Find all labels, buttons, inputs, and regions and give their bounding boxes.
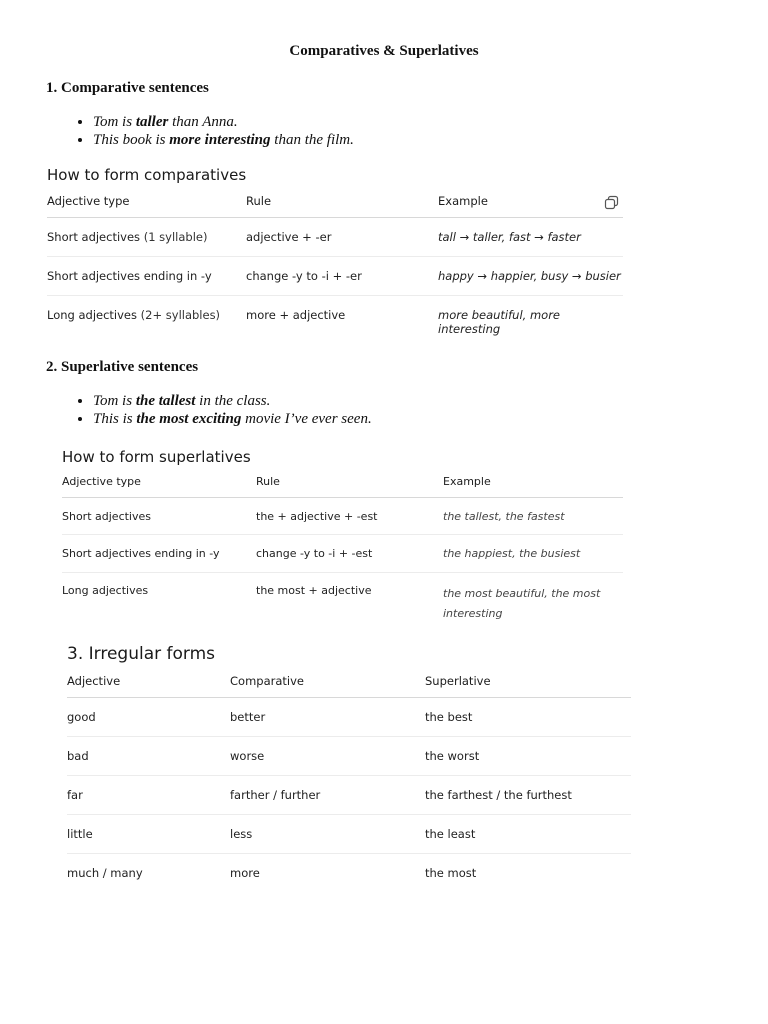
- rule: the + adjective + -est: [256, 497, 443, 534]
- adjective-type: Short adjectives ending in -y: [47, 256, 246, 295]
- rule: adjective + -er: [246, 217, 438, 256]
- superlative: the most: [425, 865, 477, 880]
- table-row: [67, 697, 631, 736]
- document-title: Comparatives & Superlatives: [289, 43, 479, 59]
- comparative-examples-list: [46, 113, 354, 149]
- copy-icon[interactable]: [604, 195, 620, 211]
- example: the happiest, the busiest: [443, 534, 623, 572]
- adjective: much / many: [67, 865, 143, 880]
- rule: the most + adjective: [256, 583, 372, 597]
- adjective-type: Long adjectives: [47, 307, 138, 322]
- irregular-forms-heading: 3. Irregular forms: [67, 644, 215, 664]
- superlatives-table: [62, 475, 623, 624]
- table-row: [67, 814, 631, 853]
- adjective-type: Long adjectives: [62, 583, 149, 597]
- example: the tallest, the fastest: [443, 497, 623, 534]
- adjective-type: Short adjectives ending in -y: [62, 534, 256, 572]
- table-row: [67, 775, 631, 814]
- adjective: bad: [67, 736, 230, 775]
- column-header: Superlative: [425, 674, 631, 697]
- example: the most beautiful, the most interesting: [443, 586, 601, 620]
- adjective: good: [67, 697, 230, 736]
- example: more beautiful, more interesting: [438, 307, 560, 336]
- comparatives-table: [47, 194, 623, 336]
- rule: change -y to -i + -er: [246, 256, 438, 295]
- superlatives-table-title: How to form superlatives: [62, 448, 251, 466]
- adjective: far: [67, 775, 230, 814]
- rule: change -y to -i + -est: [256, 534, 443, 572]
- adjective-type: Short adjectives: [62, 497, 256, 534]
- column-header: Rule: [246, 194, 438, 217]
- list-item: • Tom is the tallest in the class.: [93, 392, 372, 410]
- irregular-table-block: [67, 644, 631, 892]
- table-row: [67, 736, 631, 775]
- column-header: Adjective: [67, 674, 230, 697]
- table-row: Long adjectives (2+ syllables) more + adjective more beautiful, more interesting: [47, 295, 623, 336]
- example: happy → happier, busy → busier: [438, 256, 623, 295]
- table-row: [67, 853, 631, 892]
- superlative: the best: [425, 697, 631, 736]
- comparative: more: [230, 865, 260, 880]
- column-header: Adjective type: [47, 194, 246, 217]
- column-header: Comparative: [230, 674, 425, 697]
- adjective-type: Short adjectives: [47, 229, 141, 244]
- superlative: the farthest / the furthest: [425, 775, 631, 814]
- comparative: less: [230, 814, 425, 853]
- section-heading-comparative: 1. Comparative sentences: [46, 80, 209, 96]
- list-item: • This book is more interesting than the film.: [93, 131, 354, 149]
- table-row: [62, 534, 623, 572]
- comparative: worse: [230, 736, 425, 775]
- column-header: Example: [438, 194, 623, 217]
- section-heading-superlative: 2. Superlative sentences: [46, 359, 199, 375]
- rule: more + adjective: [246, 307, 346, 322]
- example: tall → taller, fast → faster: [438, 217, 623, 256]
- column-header: Adjective type: [62, 475, 256, 497]
- adjective: little: [67, 814, 230, 853]
- superlatives-table-block: [62, 447, 623, 624]
- irregular-forms-table: [67, 674, 631, 892]
- comparative: better: [230, 697, 425, 736]
- table-row: [62, 497, 623, 534]
- list-item: • Tom is taller than Anna.: [93, 113, 354, 131]
- table-row: [47, 256, 623, 295]
- column-header: Example: [443, 475, 623, 497]
- table-row: [62, 572, 623, 624]
- superlative: the worst: [425, 736, 631, 775]
- superlative-examples-list: [46, 392, 372, 428]
- comparative: farther / further: [230, 775, 425, 814]
- list-item: • This is the most exciting movie I’ve ever seen.: [93, 410, 372, 428]
- superlative: the least: [425, 814, 631, 853]
- table-row: Short adjectives (1 syllable) adjective + -er tall → taller, fast → faster: [47, 217, 623, 256]
- column-header: Rule: [256, 475, 443, 497]
- comparatives-table-title: How to form comparatives: [47, 166, 247, 184]
- comparatives-table-block: [47, 165, 623, 336]
